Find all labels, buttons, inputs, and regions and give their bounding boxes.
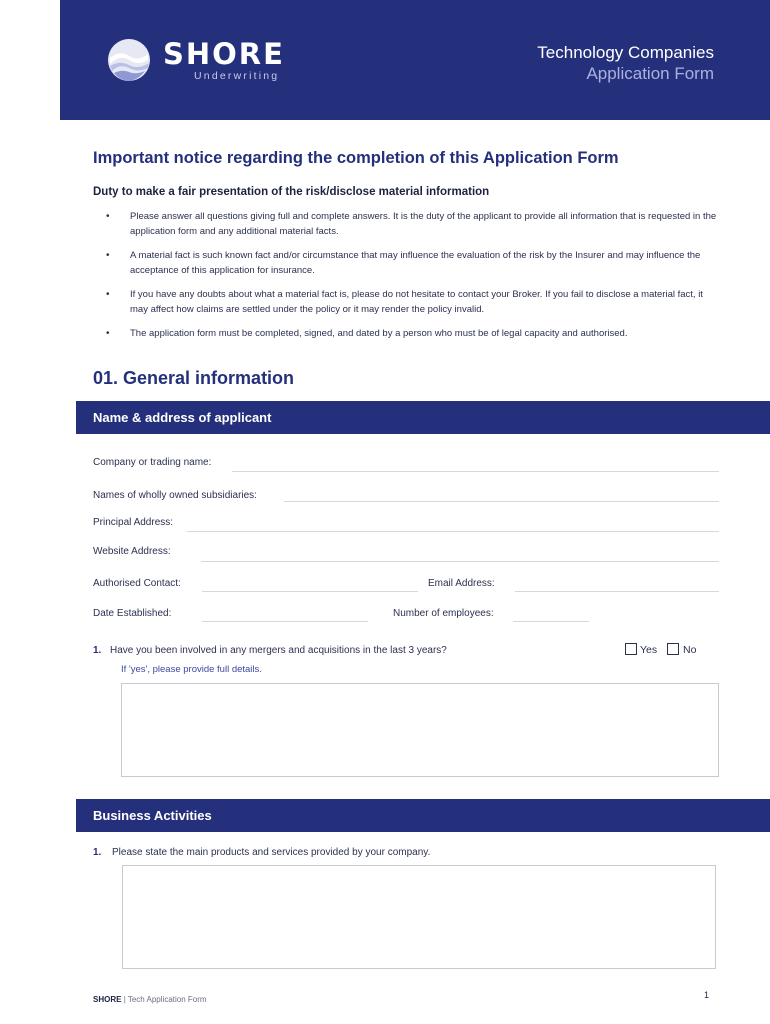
- list-item: • A material fact is such known fact and/or circumstance that may influence the evaluation of the risk by the Insurer and may influence the acceptance of this application for insurance.: [93, 248, 723, 278]
- company-name-label: Company or trading name:: [93, 457, 212, 468]
- authorised-contact-field[interactable]: [202, 591, 418, 592]
- footer-label: [93, 995, 207, 1004]
- header-banner: [60, 0, 770, 120]
- date-established-field[interactable]: [202, 621, 368, 622]
- principal-address-field[interactable]: [187, 531, 719, 532]
- subsidiaries-label: Names of wholly owned subsidiaries:: [93, 490, 257, 501]
- mergers-details-textarea[interactable]: [121, 683, 719, 777]
- date-established-label: Date Established:: [93, 608, 172, 619]
- footer-doc-name: | Tech Application Form: [123, 995, 207, 1004]
- employees-label: Number of employees:: [393, 608, 494, 619]
- section-band-applicant: [76, 401, 770, 434]
- subsidiaries-field[interactable]: [284, 501, 719, 502]
- mergers-hint: If 'yes', please provide full details.: [121, 664, 262, 675]
- yes-label: Yes: [640, 644, 658, 656]
- employees-field[interactable]: [513, 621, 589, 622]
- no-checkbox[interactable]: [667, 643, 679, 655]
- wave-logo-icon: [107, 38, 151, 82]
- title-line-1: Technology Companies: [537, 43, 714, 62]
- band-label: Name & address of applicant: [93, 410, 272, 425]
- principal-address-label: Principal Address:: [93, 517, 174, 528]
- notice-subheading: Duty to make a fair presentation of the risk/disclose material information: [93, 186, 490, 198]
- shore-logo: [107, 38, 307, 88]
- notice-heading: Important notice regarding the completion of this Application Form: [93, 149, 619, 167]
- website-label: Website Address:: [93, 546, 171, 557]
- authorised-contact-label: Authorised Contact:: [93, 578, 181, 589]
- notice-list: [93, 209, 723, 350]
- website-field[interactable]: [201, 561, 719, 562]
- brand-subtitle: Underwriting: [194, 70, 280, 82]
- page-number: 1: [704, 990, 710, 1000]
- mergers-question: Have you been involved in any mergers and acquisitions in the last 3 years?: [110, 645, 447, 656]
- email-label: Email Address:: [428, 578, 495, 589]
- title-line-2: Application Form: [586, 64, 714, 83]
- section-band-business: [76, 799, 770, 832]
- band-label: Business Activities: [93, 808, 212, 823]
- yes-checkbox[interactable]: [625, 643, 637, 655]
- products-question: Please state the main products and services provided by your company.: [112, 847, 431, 858]
- list-item: • Please answer all questions giving full and complete answers. It is the duty of the applicant to provide all information that is requested in the application form and any additional material facts.: [93, 209, 723, 239]
- section-heading-general: 01. General information: [93, 368, 295, 388]
- footer-brand: SHORE: [93, 995, 122, 1004]
- email-field[interactable]: [515, 591, 719, 592]
- document-title: [537, 42, 714, 84]
- list-item: • If you have any doubts about what a material fact is, please do not hesitate to contact your Broker. If you fail to disclose a material fact, it may affect how claims are settled under the policy or it may render the policy invalid.: [93, 287, 723, 317]
- brand-wordmark: SHORE: [163, 37, 285, 71]
- list-item: • The application form must be completed, signed, and dated by a person who must be of legal capacity and authorised.: [93, 326, 723, 341]
- question-number: 1.: [93, 847, 102, 858]
- no-label: No: [683, 644, 697, 656]
- question-number: 1.: [93, 645, 102, 656]
- company-name-field[interactable]: [232, 471, 719, 472]
- products-textarea[interactable]: [122, 865, 716, 969]
